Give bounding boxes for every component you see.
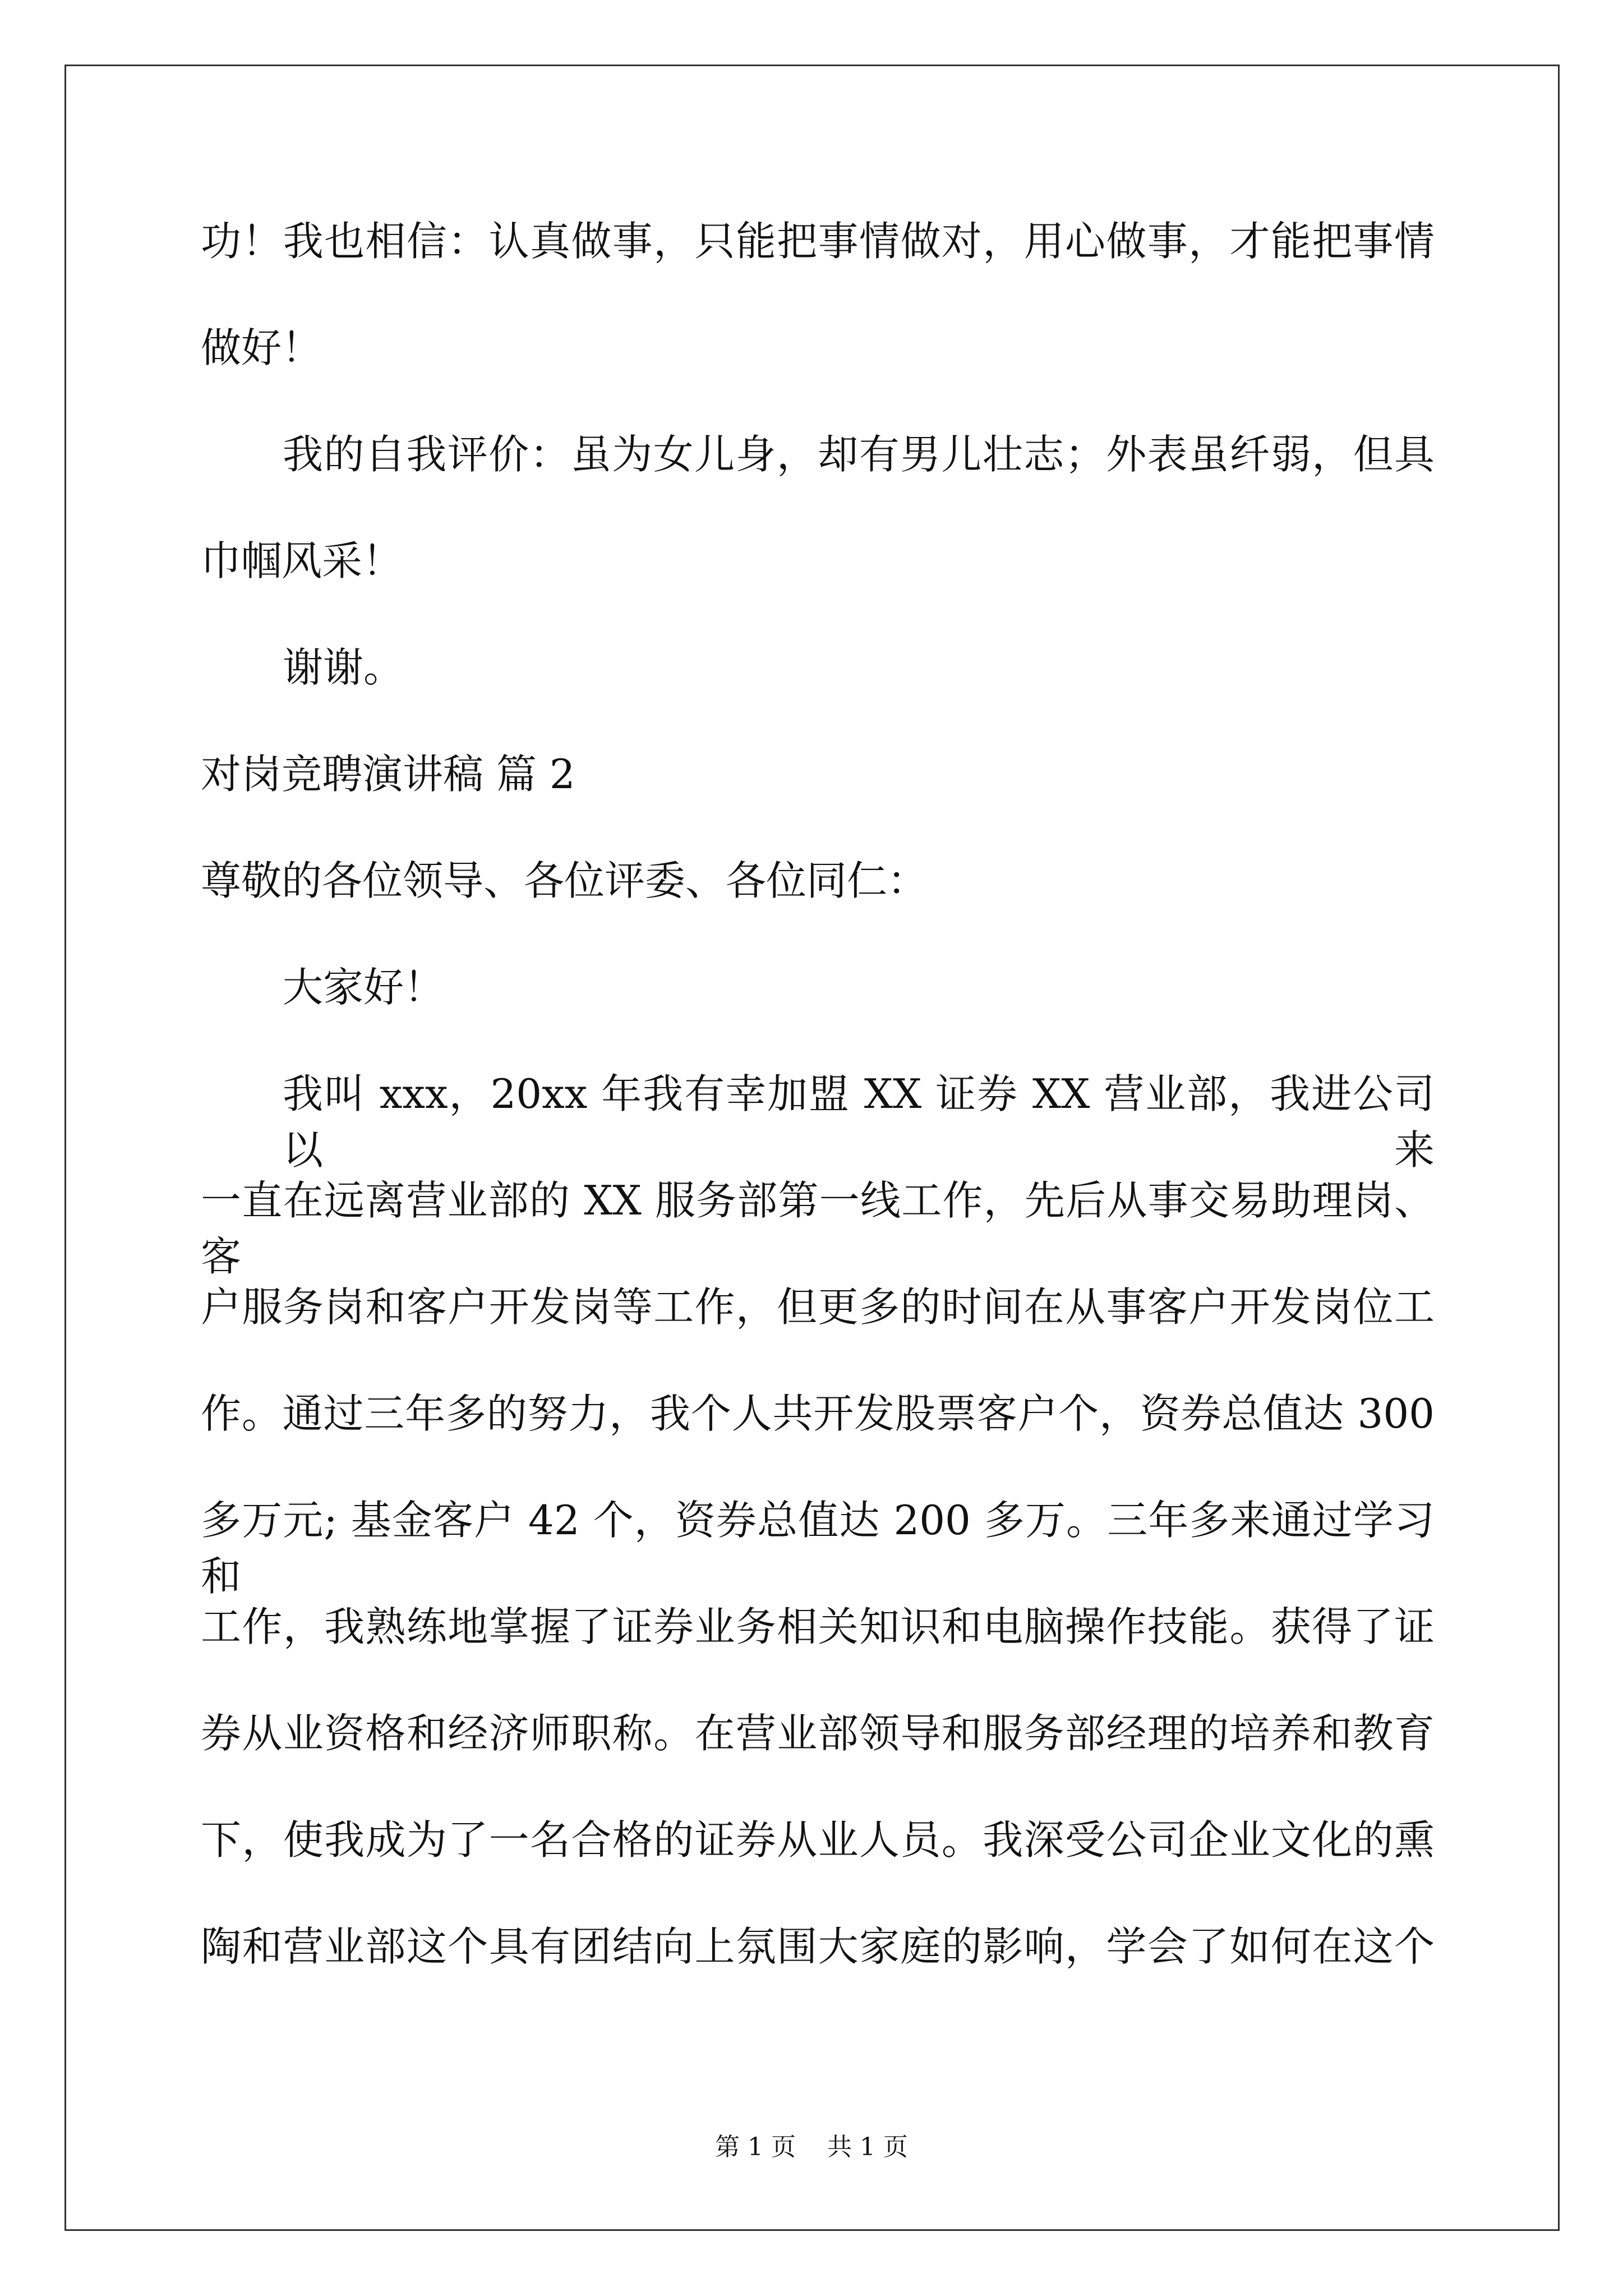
text-line: 对岗竞聘演讲稿 篇 2 <box>201 751 575 798</box>
text-line: 下，使我成为了一名合格的证券从业人员。我深受公司企业文化的熏 <box>201 1816 1435 1864</box>
text-line: 多万元; 基金客户 42 个，资券总值达 200 多万。三年多来通过学习和 <box>201 1497 1435 1600</box>
text-line: 巾帼风采！ <box>201 537 403 585</box>
text-line: 谢谢。 <box>283 644 404 691</box>
text-line: 做好！ <box>201 324 322 371</box>
text-line: 工作，我熟练地掌握了证券业务相关知识和电脑操作技能。获得了证 <box>201 1603 1435 1650</box>
text-line: 功！我也相信：认真做事，只能把事情做对，用心做事，才能把事情 <box>201 218 1435 265</box>
text-line: 券从业资格和经济师职称。在营业部领导和服务部经理的培养和教育 <box>201 1710 1435 1757</box>
text-line: 作。通过三年多的努力，我个人共开发股票客户个，资券总值达 300 <box>201 1390 1435 1437</box>
document-body <box>201 213 1435 2025</box>
text-line: 户服务岗和客户开发岗等工作，但更多的时间在从事客户开发岗位工 <box>201 1283 1435 1331</box>
text-line: 一直在远离营业部的 XX 服务部第一线工作，先后从事交易助理岗、客 <box>201 1177 1435 1280</box>
text-line: 大家好！ <box>283 964 445 1011</box>
text-line: 我的自我评价：虽为女儿身，却有男儿壮志；外表虽纤弱，但具 <box>283 431 1435 478</box>
text-line: 尊敬的各位领导、各位评委、各位同仁： <box>201 857 928 904</box>
text-line: 陶和营业部这个具有团结向上氛围大家庭的影响，学会了如何在这个 <box>201 1923 1435 1970</box>
text-line: 我叫 xxx，20xx 年我有幸加盟 XX 证券 XX 营业部，我进公司以来 <box>283 1070 1435 1174</box>
page-footer: 第 1 页 共 1 页 <box>715 2133 908 2161</box>
